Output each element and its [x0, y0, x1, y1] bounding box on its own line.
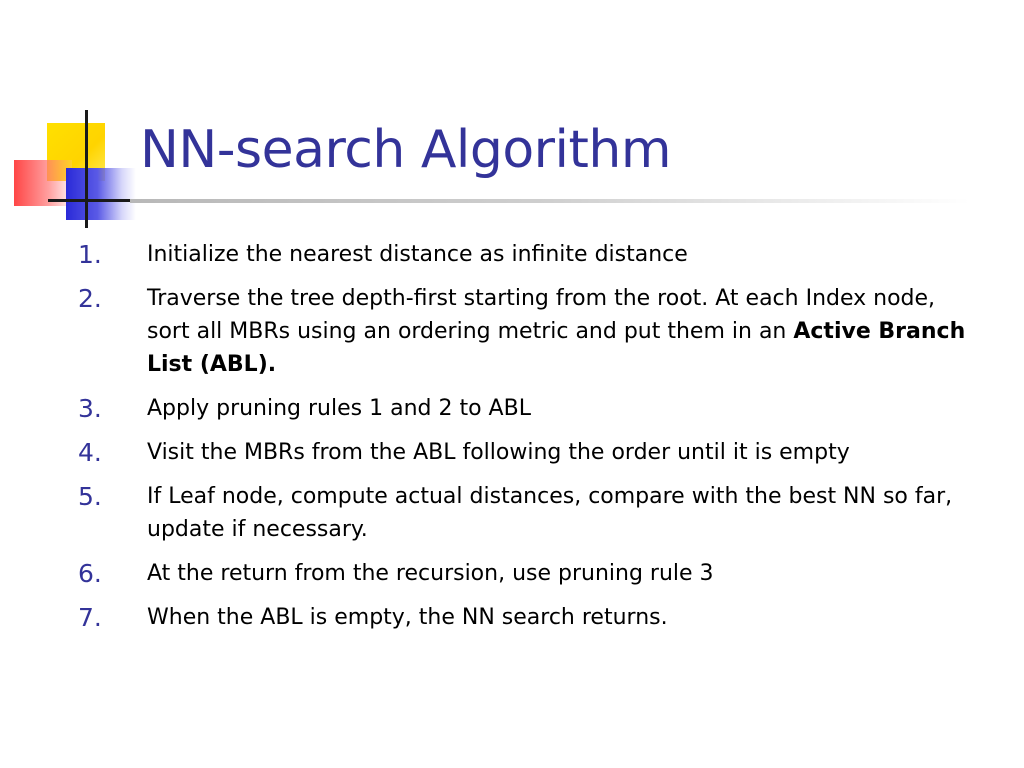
- list-item: [0, 601, 1024, 634]
- step-number: 5.: [78, 482, 102, 511]
- step-text: At the return from the recursion, use pruning rule 3: [147, 561, 714, 586]
- step-text-container: [147, 282, 977, 381]
- step-number: 1.: [78, 240, 102, 269]
- step-number: 4.: [78, 438, 102, 467]
- step-text: Initialize the nearest distance as infinite distance: [147, 242, 688, 267]
- step-text: Traverse the tree depth-first starting from the root. At each Index node, sort all MBRs using an ordering metric and put them in an: [147, 286, 936, 344]
- list-item: [0, 282, 1024, 381]
- step-text: If Leaf node, compute actual distances, compare with the best NN so far, update if necessary.: [147, 484, 953, 542]
- step-text: Visit the MBRs from the ABL following the order until it is empty: [147, 440, 850, 465]
- list-item: [0, 480, 1024, 546]
- list-item: [0, 557, 1024, 590]
- list-item: [0, 436, 1024, 469]
- step-number: 7.: [78, 603, 102, 632]
- step-number: 3.: [78, 394, 102, 423]
- step-number: 6.: [78, 559, 102, 588]
- step-text: When the ABL is empty, the NN search returns.: [147, 605, 668, 630]
- blue-square-decoration: [66, 168, 136, 220]
- vertical-line-decoration: [85, 110, 88, 228]
- list-item: [0, 238, 1024, 271]
- step-number: 2.: [78, 284, 102, 313]
- list-item: [0, 392, 1024, 425]
- horizontal-line-decoration: [48, 199, 130, 202]
- slide-title: NN-search Algorithm: [140, 120, 671, 180]
- step-bold-term: Active Branch List (ABL).: [147, 319, 966, 377]
- title-underline: [130, 199, 970, 203]
- step-text: Apply pruning rules 1 and 2 to ABL: [147, 396, 531, 421]
- decorative-logo: [0, 100, 150, 230]
- algorithm-steps-list: [0, 238, 1024, 645]
